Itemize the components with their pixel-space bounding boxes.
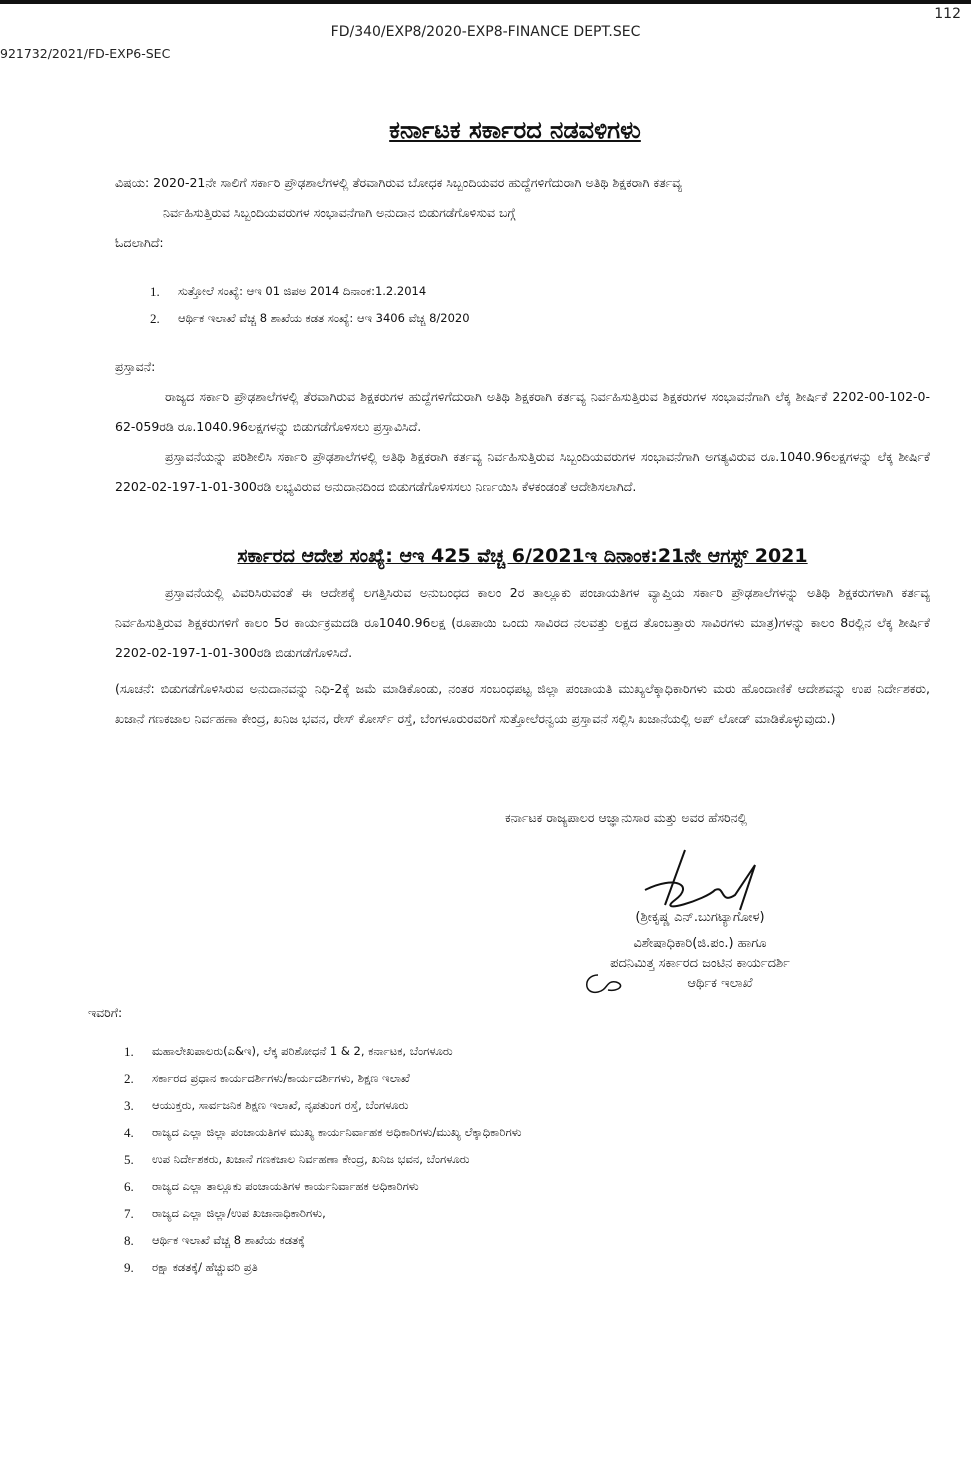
subject-line-2: ನಿರ್ವಹಿಸುತ್ತಿರುವ ಸಿಬ್ಬಂದಿಯವರುಗಳ ಸಂಭಾವನೆಗಾಗಿ ಅನುದಾನ ಬಿಡುಗಡೆಗೊಳಿಸುವ ಬಗ್ಗೆ [163, 205, 516, 220]
recipient-item [124, 1119, 522, 1146]
page-number: 112 [934, 6, 961, 22]
item-text: ಸರ್ಕಾರದ ಪ್ರಧಾನ ಕಾರ್ಯದರ್ಶಿಗಳು/ಕಾರ್ಯದರ್ಶಿಗಳು, ಶಿಕ್ಷಣ ಇಲಾಖೆ [152, 1071, 410, 1085]
item-number: 2. [124, 1070, 134, 1086]
document-title: ಕರ್ನಾಟಕ ಸರ್ಕಾರದ ನಡವಳಿಗಳು [389, 116, 641, 144]
item-number: 9. [124, 1259, 134, 1275]
item-text: ಉಪ ನಿರ್ದೇಶಕರು, ಖಜಾನೆ ಗಣಕಜಾಲ ನಿರ್ವಹಣಾ ಕೇಂದ್ರ, ಖನಿಜ ಭವನ, ಬೆಂಗಳೂರು [152, 1152, 470, 1166]
reference-list [150, 278, 470, 332]
order-body [115, 578, 930, 734]
initials-image [578, 970, 628, 1000]
item-text: ರಾಜ್ಯದ ಎಲ್ಲಾ ಜಿಲ್ಲಾ/ಉಪ ಖಜಾನಾಧಿಕಾರಿಗಳು, [152, 1206, 326, 1220]
item-text: ಆರ್ಥಿಕ ಇಲಾಖೆ ವೆಚ್ಚ 8 ಶಾಖೆಯ ಕಡತ ಸಂಖ್ಯೆ: ಆಇ 3406 ವೆಚ್ಚ 8/2020 [178, 311, 470, 325]
governor-line: ಕರ್ನಾಟಕ ರಾಜ್ಯಪಾಲರ ಆಜ್ಞಾನುಸಾರ ಮತ್ತು ಅವರ ಹೆಸರಿನಲ್ಲಿ [505, 810, 748, 825]
item-number: 3. [124, 1097, 134, 1113]
item-text: ರಕ್ಷಾ ಕಡತಕ್ಕೆ/ ಹೆಚ್ಚುವರಿ ಪ್ರತಿ [152, 1260, 258, 1274]
signatory-designation: ಪದನಿಮಿತ್ತ ಸರ್ಕಾರದ ಜಂಟಿನ ಕಾರ್ಯದರ್ಶಿ [610, 956, 790, 971]
subject-line-1: ವಿಷಯ: 2020-21ನೇ ಸಾಲಿಗೆ ಸರ್ಕಾರಿ ಪ್ರೌಢಶಾಲೆಗಳಲ್ಲಿ ತೆರವಾಗಿರುವ ಬೋಧಕ ಸಿಬ್ಬಂದಿಯವರ ಹುದ್ದೆಗಳಿಗೆದುರಾಗಿ ಅತಿಥಿ ಶಿಕ್ಷಕರಾಗಿ ಕರ್ತವ್ಯ [115, 175, 682, 190]
recipient-item [124, 1038, 522, 1065]
to-label: ಇವರಿಗೆ: [88, 1005, 123, 1020]
item-number: 2. [150, 310, 160, 326]
subject [115, 168, 930, 258]
recipient-item [124, 1200, 522, 1227]
item-number: 8. [124, 1232, 134, 1248]
recipient-list [124, 1038, 522, 1281]
order-heading: ಸರ್ಕಾರದ ಆದೇಶ ಸಂಖ್ಯೆ: ಆಇ 425 ವೆಚ್ಚ 6/2021ಇ ದಿನಾಂಕ:21ನೇ ಆಗಸ್ಟ್ 2021 [237, 545, 808, 567]
item-number: 1. [124, 1043, 134, 1059]
item-number: 7. [124, 1205, 134, 1221]
item-text: ಮಹಾಲೇಖಪಾಲರು(ಎ&ಇ), ಲೆಕ್ಕ ಪರಿಶೋಧನೆ 1 & 2, ಕರ್ನಾಟಕ, ಬೆಂಗಳೂರು [152, 1044, 453, 1058]
recipient-item [124, 1254, 522, 1281]
note-paragraph: (ಸೂಚನೆ: ಬಿಡುಗಡೆಗೊಳಿಸಿರುವ ಅನುದಾನವನ್ನು ನಿಧಿ-2ಕ್ಕೆ ಜಮೆ ಮಾಡಿಕೊಂಡು, ನಂತರ ಸಂಬಂಧಪಟ್ಟ ಜಿಲ್ಲಾ ಪಂಚಾಯತಿ ಮುಖ್ಯಲೆಕ್ಕಾಧಿಕಾರಿಗಳು ಮರು ಹೊಂದಾಣಿಕೆ ಆದೇಶವನ್ನು ಉಪ ನಿರ್ದೇಶಕರು, ಖಜಾನೆ ಗಣಕಜಾಲ ನಿರ್ವಹಣಾ ಕೇಂದ್ರ, ಖನಿಜ ಭವನ, ರೇಸ್ ಕೋರ್ಸ್ ರಸ್ತೆ, ಬೆಂಗಳೂರುರವರಿಗೆ ಸುತ್ತೋಲೆರನ್ವಯ ಪ್ರಸ್ತಾವನೆ ಸಲ್ಲಿಸಿ ಖಜಾನೆಯಲ್ಲಿ ಅಪ್ ಲೋಡ್ ಮಾಡಿಕೊಳ್ಳುವುದು.) [115, 681, 930, 726]
preamble-label: ಪ್ರಸ್ತಾವನೆ: [115, 359, 156, 374]
top-border [0, 0, 971, 4]
left-file-number: 921732/2021/FD-EXP6-SEC [0, 46, 171, 61]
preamble [115, 352, 930, 502]
reference-item [150, 278, 470, 305]
item-text: ಸುತ್ತೋಲೆ ಸಂಖ್ಯೆ: ಆಇ 01 ಜಿಪಅ 2014 ದಿನಾಂಕ:1.2.2014 [178, 284, 427, 298]
item-number: 1. [150, 283, 160, 299]
reference-item [150, 305, 470, 332]
item-number: 6. [124, 1178, 134, 1194]
signatory-name: (ಶ್ರೀಕೃಷ್ಣ ಎನ್.ಬುಗಟ್ಯಾಗೋಳ) [635, 910, 765, 925]
item-number: 5. [124, 1151, 134, 1167]
recipient-item [124, 1146, 522, 1173]
item-text: ಆರ್ಥಿಕ ಇಲಾಖೆ ವೆಚ್ಚ 8 ಶಾಖೆಯ ಕಡತಕ್ಕೆ [152, 1233, 305, 1247]
read-label: ಓದಲಾಗಿದೆ: [115, 235, 164, 250]
preamble-paragraph: ರಾಜ್ಯದ ಸರ್ಕಾರಿ ಪ್ರೌಢಶಾಲೆಗಳಲ್ಲಿ ತೆರವಾಗಿರುವ ಶಿಕ್ಷಕರುಗಳ ಹುದ್ದೆಗಳಿಗೆದುರಾಗಿ ಅತಿಥಿ ಶಿಕ್ಷಕರಾಗಿ ಕರ್ತವ್ಯ ನಿರ್ವಹಿಸುತ್ತಿರುವ ಶಿಕ್ಷಕರುಗಳ ಸಂಭಾವನೆಗಾಗಿ ಲೆಕ್ಕ ಶೀರ್ಷಿಕೆ 2202-00-102-0-62-059ರಡಿ ರೂ.1040.96ಲಕ್ಷಗಳನ್ನು ಬಿಡುಗಡೆಗೊಳಿಸಲು ಪ್ರಸ್ತಾವಿಸಿದೆ. [115, 389, 930, 434]
order-paragraph: ಪ್ರಸ್ತಾವನೆಯಲ್ಲಿ ವಿವರಿಸಿರುವಂತೆ ಈ ಆದೇಶಕ್ಕೆ ಲಗತ್ತಿಸಿರುವ ಅನುಬಂಧದ ಕಾಲಂ 2ರ ತಾಲ್ಲೂಕು ಪಂಚಾಯತಿಗಳ ವ್ಯಾಪ್ತಿಯ ಸರ್ಕಾರಿ ಪ್ರೌಢಶಾಲೆಗಳನ್ನು ಅತಿಥಿ ಶಿಕ್ಷಕರುಗಳಾಗಿ ಕರ್ತವ್ಯ ನಿರ್ವಹಿಸುತ್ತಿರುವ ಶಿಕ್ಷಕರುಗಳಿಗೆ ಕಾಲಂ 5ರ ಕಾರ್ಯಕ್ರಮದಡಿ ರೂ1040.96ಲಕ್ಷ (ರೂಪಾಯಿ ಒಂದು ಸಾವಿರದ ನಲವತ್ತು ಲಕ್ಷದ ತೊಂಬತ್ತಾರು ಸಾವಿರಗಳು ಮಾತ್ರ)ಗಳನ್ನು ಕಾಲಂ 8ರಲ್ಲಿನ ಲೆಕ್ಕ ಶೀರ್ಷಿಕೆ 2202-02-197-1-01-300ರಡಿ ಬಿಡುಗಡೆಗೊಳಿಸಿದೆ. [115, 585, 930, 660]
signatory-designation: ವಿಶೇಷಾಧಿಕಾರಿ(ಜಿ.ಪಂ.) ಹಾಗೂ [633, 936, 767, 951]
header-file-number: FD/340/EXP8/2020-EXP8-FINANCE DEPT.SEC [330, 24, 641, 40]
item-text: ರಾಜ್ಯದ ಎಲ್ಲಾ ತಾಲ್ಲೂಕು ಪಂಚಾಯತಿಗಳ ಕಾರ್ಯನಿರ್ವಾಹಕ ಅಧಿಕಾರಿಗಳು [152, 1179, 419, 1193]
recipient-item [124, 1173, 522, 1200]
item-text: ರಾಜ್ಯದ ಎಲ್ಲಾ ಜಿಲ್ಲಾ ಪಂಚಾಯತಿಗಳ ಮುಖ್ಯ ಕಾರ್ಯನಿರ್ವಾಹಕ ಅಧಿಕಾರಿಗಳು/ಮುಖ್ಯ ಲೆಕ್ಕಾಧಿಕಾರಿಗಳು [152, 1125, 522, 1139]
preamble-paragraph: ಪ್ರಸ್ತಾವನೆಯನ್ನು ಪರಿಶೀಲಿಸಿ ಸರ್ಕಾರಿ ಪ್ರೌಢಶಾಲೆಗಳಲ್ಲಿ ಅತಿಥಿ ಶಿಕ್ಷಕರಾಗಿ ಕರ್ತವ್ಯ ನಿರ್ವಹಿಸುತ್ತಿರುವ ಸಿಬ್ಬಂದಿಯವರುಗಳ ಸಂಭಾವನೆಗಾಗಿ ಅಗತ್ಯವಿರುವ ರೂ.1040.96ಲಕ್ಷಗಳನ್ನು ಲೆಕ್ಕ ಶೀರ್ಷಿಕೆ 2202-02-197-1-01-300ರಡಿ ಲಭ್ಯವಿರುವ ಅನುದಾನದಿಂದ ಬಿಡುಗಡೆಗೊಳಿಸಸಲು ನಿರ್ಣಯಿಸಿ ಕೆಳಕಂಡಂತೆ ಆದೇಶಿಸಲಾಗಿದೆ. [115, 449, 930, 494]
item-text: ಆಯುಕ್ತರು, ಸಾರ್ವಜನಿಕ ಶಿಕ್ಷಣ ಇಲಾಖೆ, ನೃಪತುಂಗ ರಸ್ತೆ, ಬೆಂಗಳೂರು [152, 1098, 409, 1112]
recipient-item [124, 1065, 522, 1092]
signatory-department: ಆರ್ಥಿಕ ಇಲಾಖೆ [687, 976, 753, 991]
item-number: 4. [124, 1124, 134, 1140]
recipient-item [124, 1227, 522, 1254]
recipient-item [124, 1092, 522, 1119]
